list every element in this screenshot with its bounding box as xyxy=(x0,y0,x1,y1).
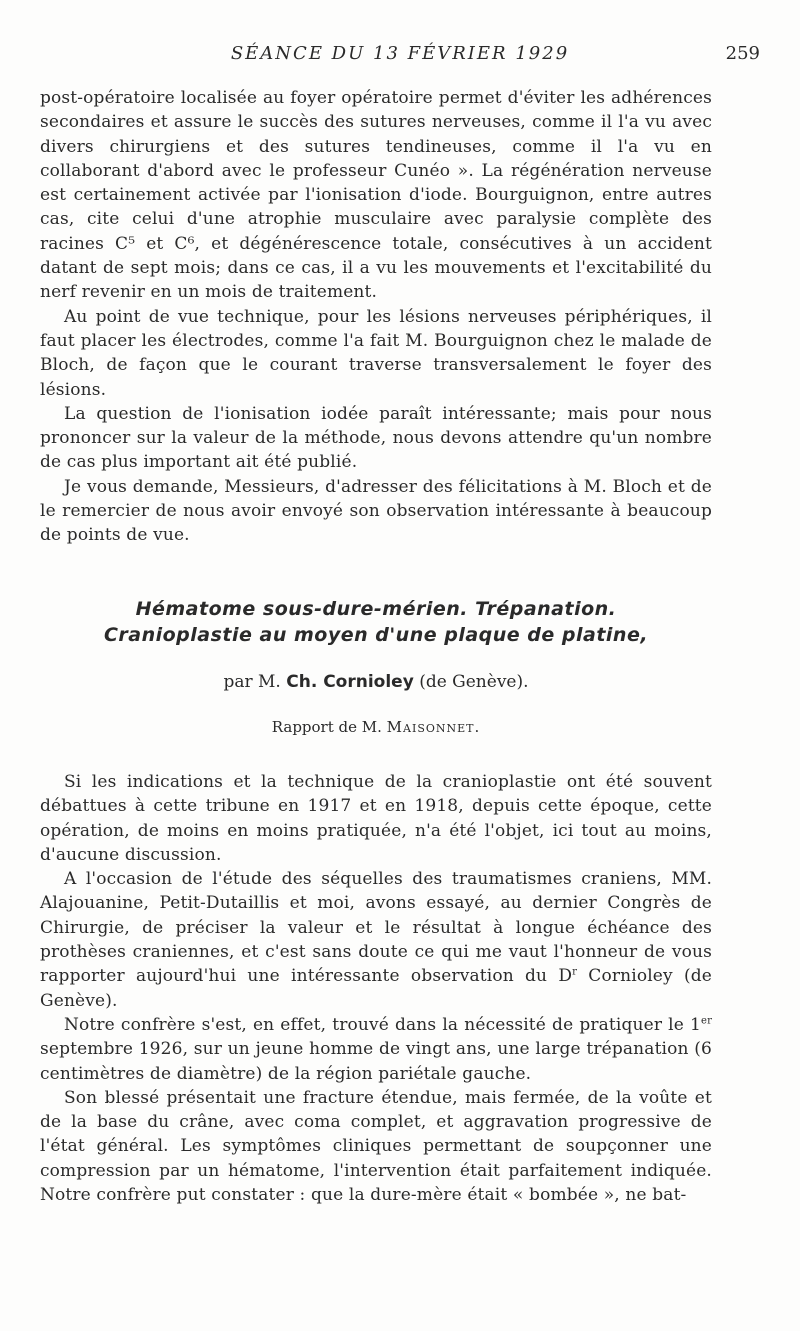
superscript: r xyxy=(572,966,578,978)
page-number: 259 xyxy=(725,43,760,64)
running-head xyxy=(40,42,760,66)
report-line xyxy=(40,716,712,738)
article-title-line: Cranioplastie au moyen d'une plaque de platine, xyxy=(103,624,649,646)
paragraph xyxy=(40,867,712,1013)
paragraph-text: Cornioley (de Genève). xyxy=(40,966,712,1011)
article-title-line: Hématome sous-dure-mérien. Trépanation. xyxy=(135,598,617,620)
paragraph: post-opératoire localisée au foyer opératoire permet d'éviter les adhérences secondaires et assure le succès des sutures nerveuses, comme il l'a vu avec divers chirurgiens et des sutures tendineuses, comme il l'a vu en collaborant d'abord avec le professeur Cunéo ». La régénération nerveuse est certainement activée par l'ionisation d'iode. Bourguignon, entre autres cas, cite celui d'une atrophie musculaire avec paralysie complète des racines C⁵ et C⁶, et dégénérescence totale, consécutives à un accident datant de sept mois; dans ce cas, il a vu les mouvements et l'excitabilité du nerf revenir en un mois de traitement. xyxy=(40,88,712,303)
paragraph: La question de l'ionisation iodée paraît intéressante; mais pour nous prononcer sur la valeur de la méthode, nous devons attendre qu'un nombre de cas plus important ait été publié. xyxy=(40,403,712,473)
article-body xyxy=(40,770,712,1207)
paragraph-text: septembre 1926, sur un jeune homme de vingt ans, une large trépanation (6 centimètres de diamètre) de la région pariétale gauche. xyxy=(40,1039,712,1084)
byline-prefix: par M. xyxy=(223,672,281,692)
paragraph-text: A l'occasion de l'étude des séquelles des traumatismes craniens, MM. Alajouanine, Petit-Dutaillis et moi, avons essayé, au dernier Congrès de Chirurgie, de préciser la valeur et le résultat à longue échéance des prothèses craniennes, et c'est sans doute ce qui me vaut l'honneur de vous rapporter aujourd'hui une intéressante observation du D xyxy=(40,869,712,987)
byline xyxy=(40,670,712,694)
byline-affiliation: (de Genève). xyxy=(419,672,529,692)
paragraph: Au point de vue technique, pour les lésions nerveuses périphériques, il faut placer les électrodes, comme l'a fait M. Bourguignon chez le malade de Bloch, de façon que le courant traverse transversalement le foyer des lésions. xyxy=(40,306,712,400)
author-name: Ch. Cornioley xyxy=(286,672,414,692)
paragraph: Son blessé présentait une fracture étendue, mais fermée, de la voûte et de la base du crâne, avec coma complet, et aggravation progressive de l'état général. Les symptômes cliniques permettant de soupçonner une compression par un hématome, l'intervention était parfaitement indiquée. Notre confrère put constater : que la dure-mère était « bombée », ne bat- xyxy=(40,1087,712,1206)
paragraph-text: Notre confrère s'est, en effet, trouvé dans la nécessité de pratiquer le 1 xyxy=(64,1014,701,1035)
continuation-text xyxy=(40,86,712,548)
report-prefix: Rapport de M. xyxy=(271,718,382,736)
article-title xyxy=(40,596,712,648)
running-title: SÉANCE DU 13 FÉVRIER 1929 xyxy=(230,43,570,64)
reporter-name: Maisonnet. xyxy=(386,718,481,736)
paragraph: Si les indications et la technique de la cranioplastie ont été souvent débattues à cette tribune en 1917 et en 1918, depuis cette époque, cette opération, de moins en moins pratiquée, n'a été l'objet, ici tout au moins, d'aucune discussion. xyxy=(40,772,712,865)
paragraph xyxy=(40,1013,712,1086)
paragraph: Je vous demande, Messieurs, d'adresser des félicitations à M. Bloch et de le remercier de nous avoir envoyé son observation intéressante à beaucoup de points de vue. xyxy=(40,476,712,546)
superscript: er xyxy=(701,1015,712,1027)
